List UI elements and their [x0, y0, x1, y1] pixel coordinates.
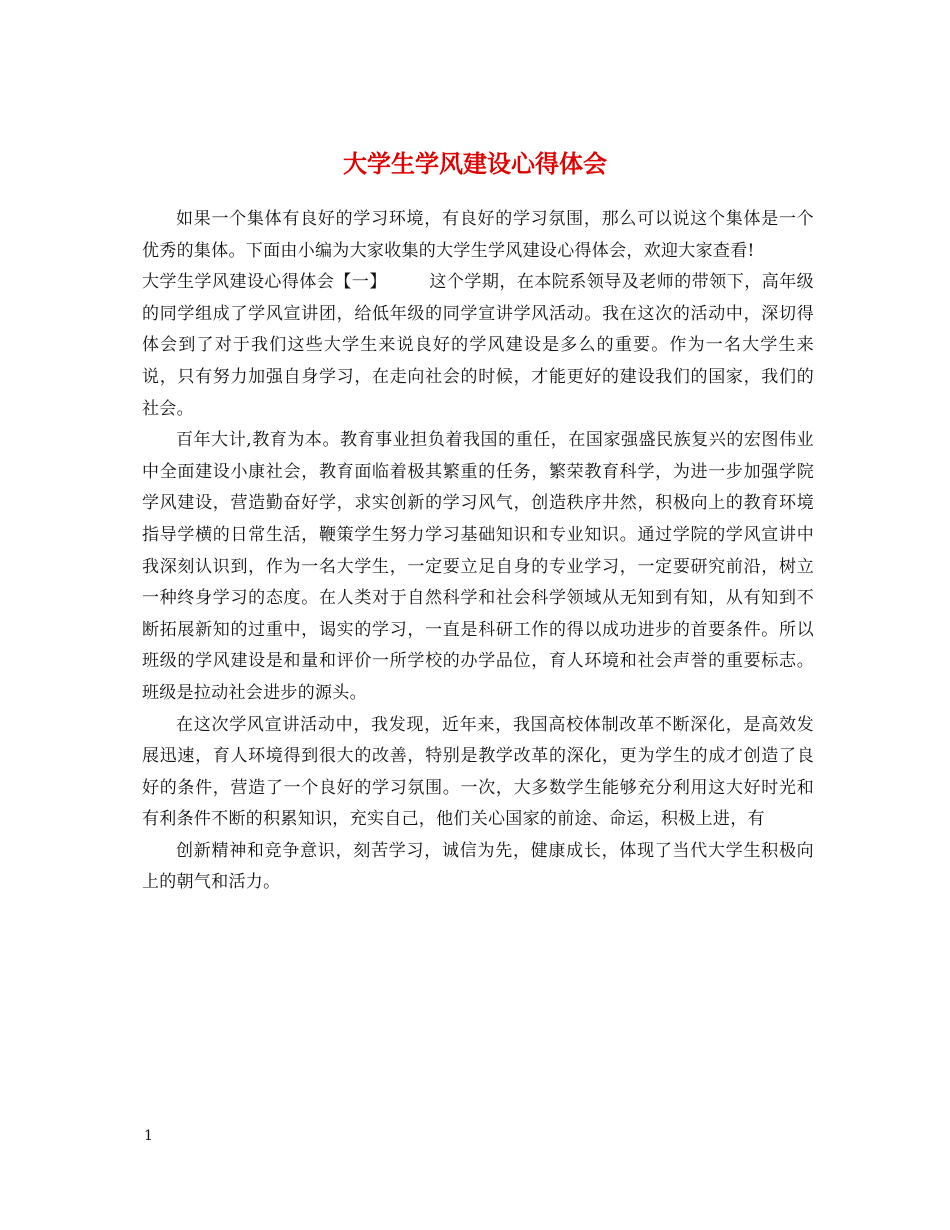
intro-paragraph: 如果一个集体有良好的学习环境，有良好的学习氛围，那么可以说这个集体是一个优秀的集体。下面由小编为大家收集的大学生学风建设心得体会，欢迎大家查看!: [142, 209, 814, 261]
closing-paragraph: 创新精神和竞争意识，刻苦学习，诚信为先，健康成长，体现了当代大学生积极向上的朝气和活力。: [142, 840, 814, 893]
section-one-text: 这个学期，在本院系领导及老师的带领下，高年级的同学组成了学风宣讲团，给低年级的同学宣讲学风活动。我在这次的活动中，深切得体会到了对于我们这些大学生来说良好的学风建设是多么的重要。作为一名大学生来说，只有努力加强自身学习，在走向社会的时候，才能更好的建设我们的国家，我们的社会。: [142, 272, 814, 419]
education-paragraph: 百年大计,教育为本。教育事业担负着我国的重任，在国家强盛民族复兴的宏图伟业中全面建设小康社会，教育面临着极其繁重的任务，繁荣教育科学，为进一步加强学院学风建设，营造勤奋好学，求实创新的学习风气，创造秩序井然，积极向上的教育环境指导学横的日常生活，鞭策学生努力学习基础知识和专业知识。通过学院的学风宣讲中我深刻认识到，作为一名大学生，一定要立足自身的专业学习，一定要研究前沿，树立一种终身学习的态度。在人类对于自然科学和社会科学领域从无知到有知，从有知到不断拓展新知的过重中，谒实的学习，一直是科研工作的得以成功进步的首要条件。所以班级的学风建设是和量和评价一所学校的办学品位，育人环境和社会声誉的重要标志。班级是拉动社会进步的源头。: [142, 430, 814, 703]
section-one-paragraph: [142, 267, 814, 425]
page-number: 1: [144, 1128, 153, 1144]
section-heading: 大学生学风建设心得体会【一】: [142, 272, 387, 293]
document-title: 大学生学风建设心得体会: [343, 149, 607, 179]
document-body: [142, 204, 814, 899]
campaign-paragraph: 在这次学风宣讲活动中，我发现，近年来，我国高校体制改革不断深化，是高效发展迅速，育人环境得到很大的改善，特别是教学改革的深化，更为学生的成才创造了良好的条件，营造了一个良好的学习氛围。一次，大多数学生能够充分利用这大好时光和有利条件不断的积累知识，充实自己，他们关心国家的前途、命运，积极上进，有: [142, 714, 814, 830]
